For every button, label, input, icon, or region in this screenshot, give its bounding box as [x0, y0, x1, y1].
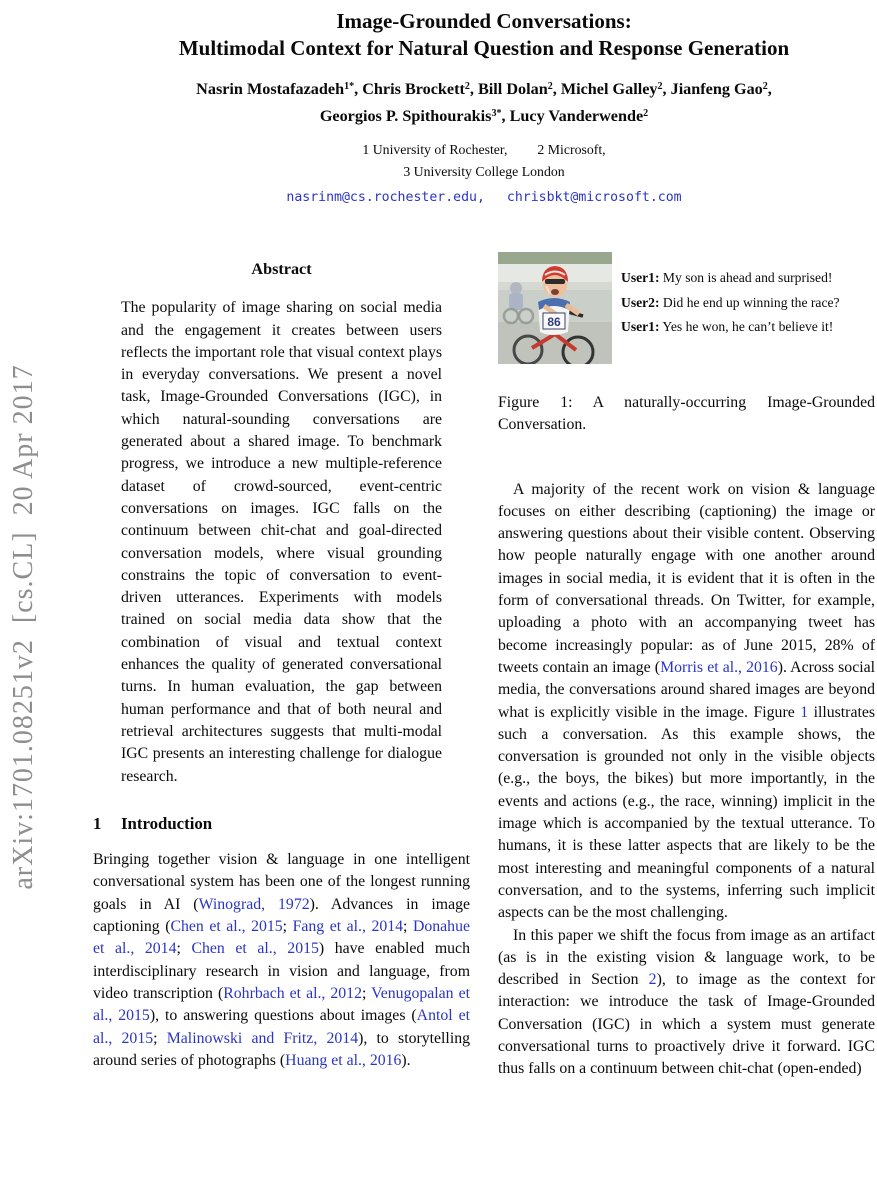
utterance-text: Yes he won, he can’t believe it! [662, 319, 834, 334]
intro-paragraph: Bringing together vision & language in one intelligent conversational system has been one of the longest running goals in AI (Winograd, 1972). Advances in image captioning (Chen et al., 2015; Fang et al., 2014; Donahue et al., 2014; Chen et al., 2015) have enabled much interdisciplinary research in vision and language, from video transcription (Rohrbach et al., 2012; Venugopalan et al., 2015), to answering questions about images (Antol et al., 2015; Malinowski and Fritz, 2014), to storytelling around series of photographs (Huang et al., 2016). [93, 851, 471, 1069]
email-link-nasrinm[interactable]: nasrinm@cs.rochester.edu, [286, 190, 485, 205]
citation-link[interactable]: Malinowski and Fritz, 2014 [166, 1029, 359, 1047]
citation-link[interactable]: Rohrbach et al., 2012 [223, 984, 362, 1002]
paper-title-line2: Multimodal Context for Natural Question and Response Generation [178, 36, 790, 60]
speaker-label: User1: [621, 270, 660, 285]
citation-link[interactable]: Venugopalan et al., 2015 [93, 984, 470, 1025]
utterance-text: Did he end up winning the race? [662, 294, 840, 310]
citation-link[interactable]: Antol et al., 2015 [93, 1007, 470, 1047]
authors-line2: Georgios P. Spithourakis$^{3*}$, Lucy Vanderwende$^2$ [319, 107, 649, 125]
arxiv-stamp: arXiv:1701.08251v2 [cs.CL] 20 Apr 2017 [8, 364, 39, 890]
affiliation-microsoft: 2 Microsoft, [537, 142, 606, 157]
author-list [93, 77, 875, 131]
email-line [93, 190, 875, 205]
conversation-line-3 [621, 315, 840, 340]
paper-title-line1: Image-Grounded Conversations: [336, 9, 632, 33]
body-paragraph-1: A majority of the recent work on vision & language focuses on either describing (captioning) the image or answering questions about their visible content. Observing how people naturally engage with one another around images in social media, it is evident that it is often in the form of conversational threads. On Twitter, for example, uploading a photo with an accompanying tweet has become increasingly popular: as of June 2015, 28% of tweets contain an image (Morris et al., 2016). Across social media, the conversations around shared images are beyond what is explicitly visible in the image. Figure 1 illustrates such a conversation. As this example shows, the conversation is grounded not only in the visible objects (e.g., the boys, the bikes) but more importantly, in the events and actions (e.g., the race, winning) implicit in the image which is accompanied by the textual utterance. To humans, it is these latter aspects that are likely to be the most interesting and meaningful components of a natural conversation, and to the systems, inferring such implicit aspects can be the most challenging. [498, 480, 876, 922]
figure-1 [498, 252, 875, 364]
citation-link[interactable]: Chen et al., 2015 [170, 918, 283, 936]
abstract-heading: Abstract [251, 260, 312, 278]
utterance-text: My son is ahead and surprised! [662, 270, 833, 285]
conversation-line-2 [621, 291, 840, 316]
figure1-photo [498, 252, 612, 364]
boy-on-bike-illustration [498, 252, 612, 364]
jersey-number: 86 [547, 315, 561, 329]
right-column [498, 252, 875, 1081]
citation-link[interactable]: Fang et al., 2014 [292, 918, 404, 936]
section-1-heading [93, 813, 470, 835]
speaker-label: User2: [621, 294, 660, 310]
paper-body [93, 252, 875, 1081]
ref-link[interactable]: 1 [800, 703, 809, 721]
body-paragraph-2: In this paper we shift the focus from image as an artifact (as is in the existing vision & language work, to be described in Section 2), to image as the context for interaction: we introduce the task of Image-Grounded Conversation (IGC) in which a system must generate conversational turns to proactively drive it forward. IGC thus falls on a continuum between chit-chat (open-ended) [498, 926, 875, 1078]
ref-link[interactable]: 2 [648, 971, 657, 989]
section-1-number: 1 [93, 813, 102, 833]
speaker-label: User1: [621, 319, 660, 334]
citation-link[interactable]: Morris et al., 2016 [660, 658, 778, 676]
figure1-conversation [621, 252, 840, 364]
conversation-line-1 [621, 266, 840, 291]
citation-link[interactable]: Donahue et al., 2014 [93, 918, 470, 958]
section-1-title: Introduction [121, 813, 213, 833]
left-column [93, 252, 470, 1081]
abstract-text: The popularity of image sharing on social media and the engagement it creates between users reflects the important role that visual context plays in everyday conversations. We present a novel task, Image-Grounded Conversations (IGC), in which natural-sounding conversations are generated about a shared image. To benchmark progress, we introduce a new multiple-reference dataset of crowd-sourced, event-centric conversations on images. IGC falls on the continuum between chit-chat and goal-directed conversation models, where visual grounding constrains the topic of conversation to event-driven utterances. Experiments with models trained on social media data show that the combination of visual and textual context enhances the quality of generated conversational turns. In human evaluation, the gap between human performance and that of both neural and retrieval architectures suggests that multi-modal IGC presents an interesting challenge for dialogue research. [121, 299, 442, 785]
authors-line1: Nasrin Mostafazadeh$^{1*}$, Chris Brockett$^2$, Bill Dolan$^2$, Michel Galley$^2$, Jianfeng Gao$^2$, [196, 80, 772, 98]
citation-link[interactable]: Chen et al., 2015 [191, 940, 319, 958]
figure1-caption: Figure 1: A naturally-occurring Image-Grounded Conversation. [498, 394, 875, 434]
paper-header [93, 8, 875, 205]
citation-link[interactable]: Winograd, 1972 [198, 895, 310, 913]
affiliation-rochester: 1 University of Rochester, [362, 142, 508, 157]
citation-link[interactable]: Huang et al., 2016 [285, 1051, 402, 1069]
affiliations [93, 139, 875, 183]
affiliation-ucl: 3 University College London [403, 164, 565, 179]
affiliation-line2 [93, 161, 875, 183]
affiliation-line1 [93, 139, 875, 161]
email-link-chrisbkt[interactable]: chrisbkt@microsoft.com [506, 190, 682, 205]
